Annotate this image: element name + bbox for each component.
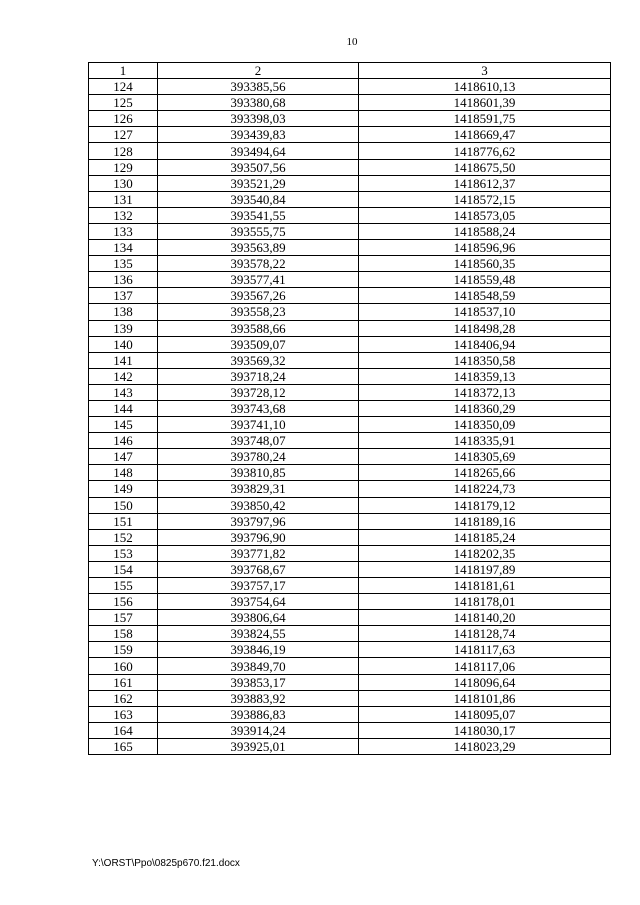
- x-coordinate-cell: 393540,84: [158, 191, 359, 207]
- y-coordinate-cell: 1418197,89: [359, 561, 611, 577]
- table-row: [89, 352, 611, 368]
- x-coordinate-cell: 393718,24: [158, 368, 359, 384]
- table-row: [89, 272, 611, 288]
- x-coordinate-cell: 393849,70: [158, 658, 359, 674]
- x-coordinate-cell: 393810,85: [158, 465, 359, 481]
- column-header-1: 1: [89, 63, 158, 79]
- point-number-cell: 128: [89, 143, 158, 159]
- y-coordinate-cell: 1418350,58: [359, 352, 611, 368]
- table-row: [89, 465, 611, 481]
- table-row: [89, 95, 611, 111]
- y-coordinate-cell: 1418548,59: [359, 288, 611, 304]
- y-coordinate-cell: 1418350,09: [359, 417, 611, 433]
- y-coordinate-cell: 1418572,15: [359, 191, 611, 207]
- x-coordinate-cell: 393439,83: [158, 127, 359, 143]
- y-coordinate-cell: 1418117,06: [359, 658, 611, 674]
- point-number-cell: 125: [89, 95, 158, 111]
- table-row: [89, 417, 611, 433]
- table-row: [89, 79, 611, 95]
- point-number-cell: 148: [89, 465, 158, 481]
- x-coordinate-cell: 393824,55: [158, 626, 359, 642]
- table-row: [89, 288, 611, 304]
- column-header-3: 3: [359, 63, 611, 79]
- x-coordinate-cell: 393507,56: [158, 159, 359, 175]
- table-row: [89, 529, 611, 545]
- x-coordinate-cell: 393796,90: [158, 529, 359, 545]
- point-number-cell: 149: [89, 481, 158, 497]
- x-coordinate-cell: 393757,17: [158, 578, 359, 594]
- y-coordinate-cell: 1418023,29: [359, 738, 611, 754]
- point-number-cell: 124: [89, 79, 158, 95]
- y-coordinate-cell: 1418202,35: [359, 545, 611, 561]
- y-coordinate-cell: 1418030,17: [359, 722, 611, 738]
- y-coordinate-cell: 1418669,47: [359, 127, 611, 143]
- point-number-cell: 140: [89, 336, 158, 352]
- x-coordinate-cell: 393846,19: [158, 642, 359, 658]
- point-number-cell: 156: [89, 594, 158, 610]
- x-coordinate-cell: 393797,96: [158, 513, 359, 529]
- y-coordinate-cell: 1418128,74: [359, 626, 611, 642]
- x-coordinate-cell: 393567,26: [158, 288, 359, 304]
- table-row: [89, 561, 611, 577]
- table-row: [89, 497, 611, 513]
- point-number-cell: 151: [89, 513, 158, 529]
- y-coordinate-cell: 1418095,07: [359, 706, 611, 722]
- y-coordinate-cell: 1418179,12: [359, 497, 611, 513]
- column-header-2: 2: [158, 63, 359, 79]
- table-row: [89, 690, 611, 706]
- point-number-cell: 143: [89, 384, 158, 400]
- point-number-cell: 139: [89, 320, 158, 336]
- point-number-cell: 153: [89, 545, 158, 561]
- x-coordinate-cell: 393398,03: [158, 111, 359, 127]
- x-coordinate-cell: 393829,31: [158, 481, 359, 497]
- y-coordinate-cell: 1418537,10: [359, 304, 611, 320]
- table-row: [89, 368, 611, 384]
- point-number-cell: 154: [89, 561, 158, 577]
- point-number-cell: 147: [89, 449, 158, 465]
- table-row: [89, 191, 611, 207]
- x-coordinate-cell: 393780,24: [158, 449, 359, 465]
- table-row: [89, 111, 611, 127]
- x-coordinate-cell: 393748,07: [158, 433, 359, 449]
- y-coordinate-cell: 1418359,13: [359, 368, 611, 384]
- y-coordinate-cell: 1418189,16: [359, 513, 611, 529]
- point-number-cell: 152: [89, 529, 158, 545]
- y-coordinate-cell: 1418178,01: [359, 594, 611, 610]
- table-row: [89, 240, 611, 256]
- point-number-cell: 133: [89, 223, 158, 239]
- table-row: [89, 449, 611, 465]
- x-coordinate-cell: 393853,17: [158, 674, 359, 690]
- table-header-row: [89, 63, 611, 79]
- table-row: [89, 400, 611, 416]
- y-coordinate-cell: 1418596,96: [359, 240, 611, 256]
- table-row: [89, 722, 611, 738]
- x-coordinate-cell: 393577,41: [158, 272, 359, 288]
- table-row: [89, 642, 611, 658]
- table-row: [89, 384, 611, 400]
- y-coordinate-cell: 1418335,91: [359, 433, 611, 449]
- point-number-cell: 162: [89, 690, 158, 706]
- table-row: [89, 674, 611, 690]
- point-number-cell: 157: [89, 610, 158, 626]
- table-row: [89, 127, 611, 143]
- y-coordinate-cell: 1418591,75: [359, 111, 611, 127]
- table-row: [89, 481, 611, 497]
- y-coordinate-cell: 1418573,05: [359, 207, 611, 223]
- y-coordinate-cell: 1418181,61: [359, 578, 611, 594]
- y-coordinate-cell: 1418305,69: [359, 449, 611, 465]
- point-number-cell: 135: [89, 256, 158, 272]
- x-coordinate-cell: 393558,23: [158, 304, 359, 320]
- x-coordinate-cell: 393806,64: [158, 610, 359, 626]
- coordinates-table: [88, 62, 611, 755]
- x-coordinate-cell: 393743,68: [158, 400, 359, 416]
- table-row: [89, 513, 611, 529]
- y-coordinate-cell: 1418117,63: [359, 642, 611, 658]
- y-coordinate-cell: 1418096,64: [359, 674, 611, 690]
- point-number-cell: 126: [89, 111, 158, 127]
- point-number-cell: 158: [89, 626, 158, 642]
- x-coordinate-cell: 393850,42: [158, 497, 359, 513]
- x-coordinate-cell: 393883,92: [158, 690, 359, 706]
- y-coordinate-cell: 1418406,94: [359, 336, 611, 352]
- x-coordinate-cell: 393521,29: [158, 175, 359, 191]
- x-coordinate-cell: 393771,82: [158, 545, 359, 561]
- point-number-cell: 130: [89, 175, 158, 191]
- x-coordinate-cell: 393541,55: [158, 207, 359, 223]
- point-number-cell: 129: [89, 159, 158, 175]
- point-number-cell: 131: [89, 191, 158, 207]
- table-row: [89, 304, 611, 320]
- table-row: [89, 159, 611, 175]
- x-coordinate-cell: 393385,56: [158, 79, 359, 95]
- table-row: [89, 433, 611, 449]
- table-row: [89, 336, 611, 352]
- point-number-cell: 132: [89, 207, 158, 223]
- table-body: [89, 79, 611, 755]
- x-coordinate-cell: 393569,32: [158, 352, 359, 368]
- point-number-cell: 159: [89, 642, 158, 658]
- table-row: [89, 545, 611, 561]
- y-coordinate-cell: 1418601,39: [359, 95, 611, 111]
- x-coordinate-cell: 393728,12: [158, 384, 359, 400]
- point-number-cell: 137: [89, 288, 158, 304]
- x-coordinate-cell: 393555,75: [158, 223, 359, 239]
- y-coordinate-cell: 1418560,35: [359, 256, 611, 272]
- point-number-cell: 141: [89, 352, 158, 368]
- x-coordinate-cell: 393914,24: [158, 722, 359, 738]
- x-coordinate-cell: 393754,64: [158, 594, 359, 610]
- point-number-cell: 146: [89, 433, 158, 449]
- table-row: [89, 658, 611, 674]
- table-row: [89, 738, 611, 754]
- table-row: [89, 706, 611, 722]
- point-number-cell: 160: [89, 658, 158, 674]
- x-coordinate-cell: 393925,01: [158, 738, 359, 754]
- point-number-cell: 144: [89, 400, 158, 416]
- y-coordinate-cell: 1418140,20: [359, 610, 611, 626]
- point-number-cell: 138: [89, 304, 158, 320]
- table-row: [89, 223, 611, 239]
- x-coordinate-cell: 393578,22: [158, 256, 359, 272]
- y-coordinate-cell: 1418360,29: [359, 400, 611, 416]
- x-coordinate-cell: 393741,10: [158, 417, 359, 433]
- point-number-cell: 155: [89, 578, 158, 594]
- y-coordinate-cell: 1418101,86: [359, 690, 611, 706]
- x-coordinate-cell: 393380,68: [158, 95, 359, 111]
- point-number-cell: 165: [89, 738, 158, 754]
- y-coordinate-cell: 1418185,24: [359, 529, 611, 545]
- x-coordinate-cell: 393563,89: [158, 240, 359, 256]
- y-coordinate-cell: 1418588,24: [359, 223, 611, 239]
- point-number-cell: 150: [89, 497, 158, 513]
- point-number-cell: 127: [89, 127, 158, 143]
- point-number-cell: 134: [89, 240, 158, 256]
- table-row: [89, 175, 611, 191]
- footer-file-path: Y:\ORST\Ppo\0825p670.f21.docx: [92, 858, 240, 869]
- y-coordinate-cell: 1418612,37: [359, 175, 611, 191]
- point-number-cell: 136: [89, 272, 158, 288]
- y-coordinate-cell: 1418675,50: [359, 159, 611, 175]
- table-row: [89, 610, 611, 626]
- y-coordinate-cell: 1418372,13: [359, 384, 611, 400]
- point-number-cell: 163: [89, 706, 158, 722]
- x-coordinate-cell: 393886,83: [158, 706, 359, 722]
- table-row: [89, 594, 611, 610]
- x-coordinate-cell: 393509,07: [158, 336, 359, 352]
- point-number-cell: 142: [89, 368, 158, 384]
- y-coordinate-cell: 1418224,73: [359, 481, 611, 497]
- table-row: [89, 256, 611, 272]
- y-coordinate-cell: 1418559,48: [359, 272, 611, 288]
- point-number-cell: 145: [89, 417, 158, 433]
- x-coordinate-cell: 393768,67: [158, 561, 359, 577]
- page-number: 10: [346, 36, 358, 48]
- point-number-cell: 164: [89, 722, 158, 738]
- table-row: [89, 143, 611, 159]
- y-coordinate-cell: 1418498,28: [359, 320, 611, 336]
- table-row: [89, 626, 611, 642]
- y-coordinate-cell: 1418776,62: [359, 143, 611, 159]
- x-coordinate-cell: 393588,66: [158, 320, 359, 336]
- table-row: [89, 207, 611, 223]
- point-number-cell: 161: [89, 674, 158, 690]
- x-coordinate-cell: 393494,64: [158, 143, 359, 159]
- table-row: [89, 320, 611, 336]
- table-row: [89, 578, 611, 594]
- y-coordinate-cell: 1418265,66: [359, 465, 611, 481]
- y-coordinate-cell: 1418610,13: [359, 79, 611, 95]
